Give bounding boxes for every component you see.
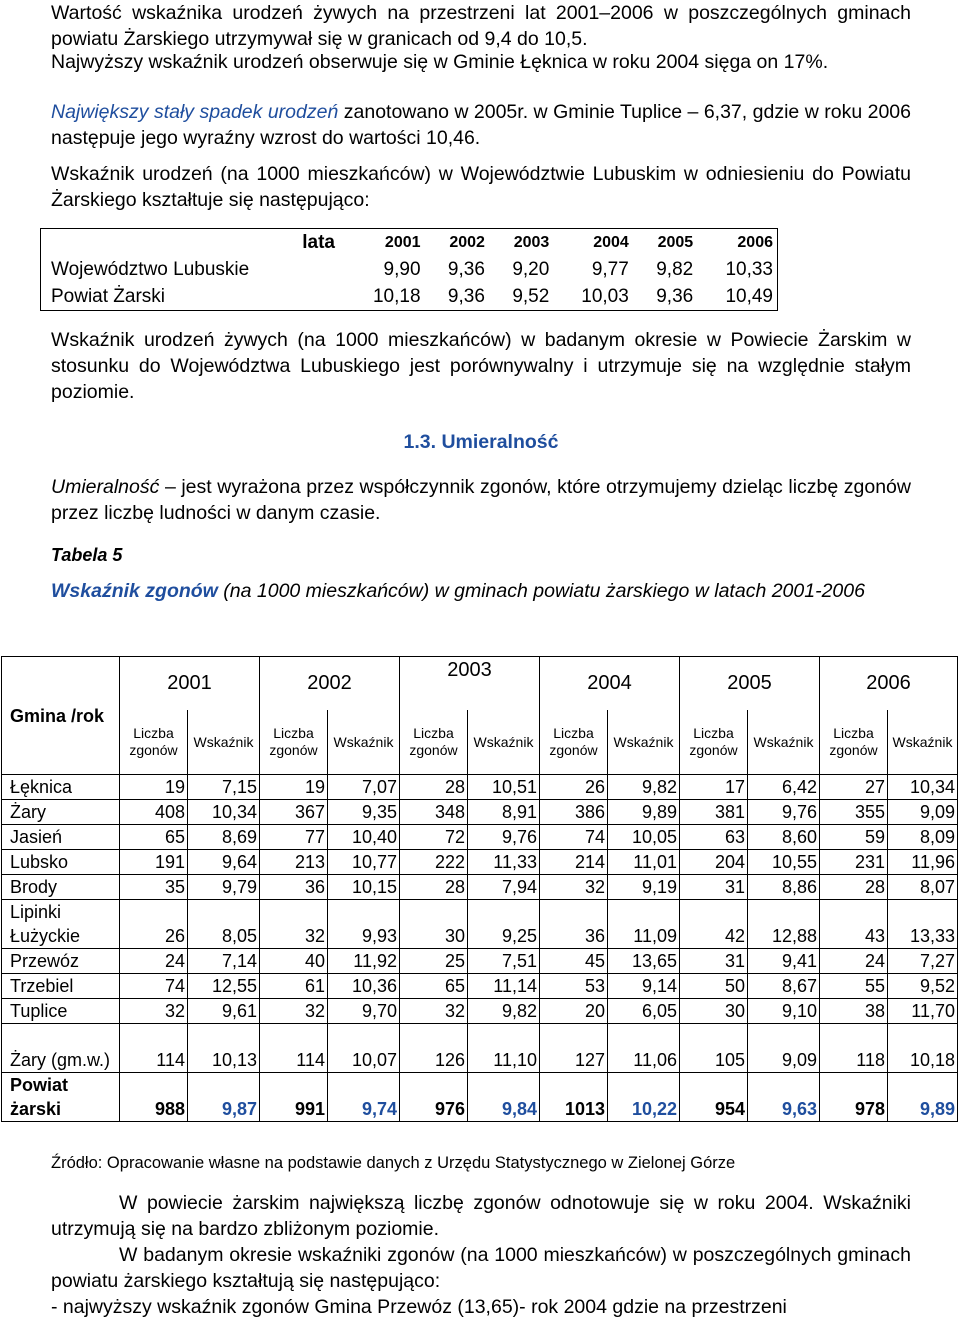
- death-rate-cell: 9,76: [468, 825, 540, 850]
- table-row: [2, 775, 958, 800]
- table-caption-emphasis: Wskaźnik zgonów: [51, 580, 218, 602]
- death-count-cell: 222: [400, 850, 468, 875]
- year-cell: 2006: [820, 657, 958, 711]
- rate-subheader: Wskaźnik: [328, 710, 400, 775]
- paragraph-mortality-definition: [51, 474, 911, 526]
- death-rate-cell: 11,33: [468, 850, 540, 875]
- paragraph-mortality-intro: W badanym okresie wskaźniki zgonów (na 1000 mieszkańców) w poszczególnych gminach powiatu żarskiego kształtują się następująco:: [51, 1244, 911, 1292]
- paragraph-mortality-summary: W powiecie żarskim największą liczbę zgonów odnotowuje się w roku 2004. Wskaźniki utrzymują się na bardzo zbliżonym poziomie.: [51, 1192, 911, 1240]
- death-count-cell: 42: [680, 900, 748, 949]
- death-count-cell: 976: [400, 1073, 468, 1122]
- table-row: [2, 850, 958, 875]
- death-rate-cell: 10,77: [328, 850, 400, 875]
- death-rate-cell: 8,60: [748, 825, 820, 850]
- death-rate-cell: 6,42: [748, 775, 820, 800]
- death-rate-cell: 7,94: [468, 875, 540, 900]
- count-subheader: Liczba zgonów: [260, 710, 328, 775]
- death-count-cell: 28: [400, 875, 468, 900]
- death-count-cell: 32: [120, 999, 188, 1024]
- death-count-cell: 38: [820, 999, 888, 1024]
- municipality-name: Powiat żarski: [2, 1073, 120, 1122]
- death-count-cell: 24: [120, 949, 188, 974]
- mortality-table-subheader-row: [2, 710, 958, 775]
- municipality-name: Brody: [2, 875, 120, 900]
- source-note: Źródło: Opracowanie własne na podstawie danych z Urzędu Statystycznego w Zielonej Górze: [51, 1154, 736, 1172]
- year-cell: 2001: [120, 657, 260, 711]
- year-cell: 2004: [540, 657, 680, 711]
- paragraph-decline: [51, 99, 911, 151]
- death-rate-cell: 9,79: [188, 875, 260, 900]
- row-label: Powiat Żarski: [51, 285, 166, 307]
- death-rate-cell: 9,09: [888, 800, 958, 825]
- death-rate-cell: 9,09: [748, 1024, 820, 1073]
- death-rate-cell: 9,52: [888, 974, 958, 999]
- row-label: Województwo Lubuskie: [51, 258, 250, 280]
- death-count-cell: 355: [820, 800, 888, 825]
- value-cell: 10,49: [725, 285, 773, 307]
- municipality-name: Jasień: [2, 825, 120, 850]
- count-subheader: Liczba zgonów: [540, 710, 608, 775]
- death-count-cell: 114: [260, 1024, 328, 1073]
- year-cell: 2002: [260, 657, 400, 711]
- death-rate-cell: 10,51: [468, 775, 540, 800]
- year-cell: 2006: [737, 233, 773, 251]
- death-rate-cell: 9,93: [328, 900, 400, 949]
- death-rate-cell: 10,34: [888, 775, 958, 800]
- mortality-term: Umieralność: [51, 476, 160, 498]
- death-count-cell: 50: [680, 974, 748, 999]
- count-subheader: Liczba zgonów: [820, 710, 888, 775]
- table-row: [2, 800, 958, 825]
- death-count-cell: 213: [260, 850, 328, 875]
- death-rate-cell: 7,27: [888, 949, 958, 974]
- death-count-cell: 74: [540, 825, 608, 850]
- municipality-name: Żary: [2, 800, 120, 825]
- mortality-table-body: [2, 775, 958, 1122]
- death-count-cell: 17: [680, 775, 748, 800]
- paragraph-birth-comparison-intro: Wskaźnik urodzeń (na 1000 mieszkańców) w Województwie Lubuskim w odniesieniu do Powiatu Żarskiego kształtuje się następująco:: [51, 163, 911, 211]
- municipality-name: Tuplice: [2, 999, 120, 1024]
- death-rate-cell: 9,61: [188, 999, 260, 1024]
- value-cell: 9,36: [447, 285, 485, 307]
- death-count-cell: 36: [260, 875, 328, 900]
- death-count-cell: 19: [120, 775, 188, 800]
- death-count-cell: 65: [400, 974, 468, 999]
- death-count-cell: 32: [540, 875, 608, 900]
- year-cell: 2005: [657, 233, 694, 251]
- death-count-cell: 19: [260, 775, 328, 800]
- count-subheader: Liczba zgonów: [120, 710, 188, 775]
- death-rate-cell: 6,05: [608, 999, 680, 1024]
- table-row: [2, 1024, 958, 1073]
- death-rate-cell: 11,70: [888, 999, 958, 1024]
- rate-subheader: Wskaźnik: [608, 710, 680, 775]
- death-rate-cell: 11,06: [608, 1024, 680, 1073]
- section-heading: 1.3. Umieralność: [403, 431, 559, 453]
- death-count-cell: 55: [820, 974, 888, 999]
- death-rate-cell: 9,82: [608, 775, 680, 800]
- municipality-name: Żary (gm.w.): [2, 1024, 120, 1073]
- death-rate-cell: 10,36: [328, 974, 400, 999]
- death-count-cell: 32: [260, 999, 328, 1024]
- death-rate-cell: 7,07: [328, 775, 400, 800]
- count-subheader: Liczba zgonów: [680, 710, 748, 775]
- table-row: [2, 900, 958, 949]
- death-count-cell: 26: [540, 775, 608, 800]
- death-rate-cell: 9,87: [188, 1073, 260, 1122]
- death-rate-cell: 7,51: [468, 949, 540, 974]
- rate-subheader: Wskaźnik: [748, 710, 820, 775]
- death-rate-cell: 7,14: [188, 949, 260, 974]
- paragraph-birth-range: Wartość wskaźnika urodzeń żywych na przestrzeni lat 2001–2006 w poszczególnych gminach powiatu Żarskiego utrzymywał się w granicach od 9,4 do 10,5.: [51, 2, 911, 50]
- death-count-cell: 32: [260, 900, 328, 949]
- death-rate-cell: 11,10: [468, 1024, 540, 1073]
- value-cell: 10,03: [581, 285, 629, 307]
- rate-subheader: Wskaźnik: [188, 710, 260, 775]
- table-row: [41, 283, 778, 311]
- value-cell: 9,36: [656, 285, 694, 307]
- death-rate-cell: 9,64: [188, 850, 260, 875]
- table-row: [2, 949, 958, 974]
- death-rate-cell: 11,14: [468, 974, 540, 999]
- death-rate-cell: 9,63: [748, 1073, 820, 1122]
- death-count-cell: 63: [680, 825, 748, 850]
- death-rate-cell: 9,74: [328, 1073, 400, 1122]
- count-subheader: Liczba zgonów: [400, 710, 468, 775]
- decline-emphasis: Największy stały spadek urodzeń: [51, 101, 339, 123]
- paragraph-highest-birth: Najwyższy wskaźnik urodzeń obserwuje się w Gminie Łęknica w roku 2004 sięga on 17%.: [51, 51, 829, 73]
- death-count-cell: 74: [120, 974, 188, 999]
- corner-label: Gmina /rok: [2, 657, 120, 775]
- year-cell: 2001: [384, 233, 421, 251]
- value-cell: 9,90: [383, 258, 421, 280]
- municipality-name: Lipinki Łużyckie: [2, 900, 120, 949]
- death-rate-cell: 9,25: [468, 900, 540, 949]
- rate-subheader: Wskaźnik: [888, 710, 958, 775]
- birth-table-header: [41, 229, 778, 257]
- mortality-table: [1, 656, 958, 1122]
- death-count-cell: 381: [680, 800, 748, 825]
- death-rate-cell: 13,65: [608, 949, 680, 974]
- death-rate-cell: 10,15: [328, 875, 400, 900]
- death-count-cell: 991: [260, 1073, 328, 1122]
- table-label: Tabela 5: [51, 545, 123, 565]
- death-count-cell: 191: [120, 850, 188, 875]
- death-count-cell: 35: [120, 875, 188, 900]
- death-rate-cell: 9,14: [608, 974, 680, 999]
- death-rate-cell: 8,05: [188, 900, 260, 949]
- death-rate-cell: 10,18: [888, 1024, 958, 1073]
- table-row: [2, 875, 958, 900]
- value-cell: 9,82: [656, 258, 694, 280]
- death-count-cell: 105: [680, 1024, 748, 1073]
- rate-subheader: Wskaźnik: [468, 710, 540, 775]
- death-count-cell: 65: [120, 825, 188, 850]
- death-rate-cell: 9,76: [748, 800, 820, 825]
- death-rate-cell: 8,07: [888, 875, 958, 900]
- value-cell: 9,36: [447, 258, 485, 280]
- year-cell: 2004: [593, 233, 629, 251]
- death-count-cell: 114: [120, 1024, 188, 1073]
- table-row: [2, 1073, 958, 1122]
- table-row: [2, 974, 958, 999]
- table-row: [2, 999, 958, 1024]
- death-count-cell: 214: [540, 850, 608, 875]
- death-count-cell: 31: [680, 875, 748, 900]
- value-cell: 9,77: [591, 258, 629, 280]
- death-count-cell: 25: [400, 949, 468, 974]
- death-rate-cell: 9,41: [748, 949, 820, 974]
- death-rate-cell: 12,88: [748, 900, 820, 949]
- death-count-cell: 24: [820, 949, 888, 974]
- death-count-cell: 126: [400, 1024, 468, 1073]
- death-count-cell: 28: [400, 775, 468, 800]
- death-count-cell: 204: [680, 850, 748, 875]
- death-count-cell: 348: [400, 800, 468, 825]
- year-cell: 2003: [400, 657, 540, 711]
- birth-table-years-label: lata: [302, 231, 335, 253]
- decline-rest: zanotowano w 2005r. w Gminie Tuplice – 6,37, gdzie w roku 2006 następuje jego wyraźny wzrost do wartości 10,46.: [51, 101, 911, 149]
- table-caption: [51, 578, 911, 604]
- death-count-cell: 30: [400, 900, 468, 949]
- death-rate-cell: 9,35: [328, 800, 400, 825]
- death-count-cell: 20: [540, 999, 608, 1024]
- value-cell: 9,20: [512, 258, 550, 280]
- death-count-cell: 40: [260, 949, 328, 974]
- death-count-cell: 28: [820, 875, 888, 900]
- death-count-cell: 53: [540, 974, 608, 999]
- value-cell: 10,18: [372, 285, 421, 307]
- death-count-cell: 367: [260, 800, 328, 825]
- death-count-cell: 59: [820, 825, 888, 850]
- death-rate-cell: 10,40: [328, 825, 400, 850]
- death-rate-cell: 9,19: [608, 875, 680, 900]
- death-count-cell: 77: [260, 825, 328, 850]
- death-rate-cell: 11,96: [888, 850, 958, 875]
- death-count-cell: 43: [820, 900, 888, 949]
- death-rate-cell: 10,55: [748, 850, 820, 875]
- death-rate-cell: 9,84: [468, 1073, 540, 1122]
- death-count-cell: 36: [540, 900, 608, 949]
- death-rate-cell: 10,05: [608, 825, 680, 850]
- death-count-cell: 386: [540, 800, 608, 825]
- table-row: [2, 825, 958, 850]
- death-rate-cell: 9,89: [888, 1073, 958, 1122]
- year-cell: 2003: [513, 233, 550, 251]
- death-rate-cell: 9,70: [328, 999, 400, 1024]
- death-rate-cell: 12,55: [188, 974, 260, 999]
- death-count-cell: 408: [120, 800, 188, 825]
- paragraph-highest-mortality: - najwyższy wskaźnik zgonów Gmina Przewóz (13,65)- rok 2004 gdzie na przestrzeni: [51, 1296, 787, 1318]
- death-rate-cell: 9,10: [748, 999, 820, 1024]
- death-rate-cell: 8,69: [188, 825, 260, 850]
- death-count-cell: 954: [680, 1073, 748, 1122]
- death-count-cell: 231: [820, 850, 888, 875]
- municipality-name: Przewóz: [2, 949, 120, 974]
- death-rate-cell: 11,09: [608, 900, 680, 949]
- death-count-cell: 30: [680, 999, 748, 1024]
- municipality-name: Lubsko: [2, 850, 120, 875]
- death-count-cell: 1013: [540, 1073, 608, 1122]
- death-rate-cell: 9,89: [608, 800, 680, 825]
- table-row: [41, 256, 778, 283]
- death-rate-cell: 8,09: [888, 825, 958, 850]
- death-rate-cell: 8,67: [748, 974, 820, 999]
- death-count-cell: 31: [680, 949, 748, 974]
- death-count-cell: 988: [120, 1073, 188, 1122]
- death-count-cell: 978: [820, 1073, 888, 1122]
- municipality-name: Trzebiel: [2, 974, 120, 999]
- mortality-table-year-row: [2, 657, 958, 711]
- year-cell: 2002: [449, 233, 485, 251]
- death-rate-cell: 8,91: [468, 800, 540, 825]
- death-rate-cell: 11,01: [608, 850, 680, 875]
- municipality-name: Łęknica: [2, 775, 120, 800]
- birth-rate-table: [40, 228, 778, 311]
- year-cell: 2005: [680, 657, 820, 711]
- death-rate-cell: 10,13: [188, 1024, 260, 1073]
- death-count-cell: 32: [400, 999, 468, 1024]
- death-count-cell: 72: [400, 825, 468, 850]
- death-count-cell: 27: [820, 775, 888, 800]
- death-count-cell: 118: [820, 1024, 888, 1073]
- death-rate-cell: 7,15: [188, 775, 260, 800]
- death-rate-cell: 10,07: [328, 1024, 400, 1073]
- death-rate-cell: 10,34: [188, 800, 260, 825]
- value-cell: 10,33: [725, 258, 773, 280]
- table-caption-rest: (na 1000 mieszkańców) w gminach powiatu żarskiego w latach 2001-2006: [217, 580, 865, 602]
- death-rate-cell: 11,92: [328, 949, 400, 974]
- death-count-cell: 61: [260, 974, 328, 999]
- value-cell: 9,52: [512, 285, 550, 307]
- paragraph-birth-comparison: Wskaźnik urodzeń żywych (na 1000 mieszkańców) w badanym okresie w Powiecie Żarskim w stosunku do Województwa Lubuskiego jest porównywalny i utrzymuje się na względnie stałym poziomie.: [51, 329, 911, 403]
- death-count-cell: 127: [540, 1024, 608, 1073]
- death-count-cell: 26: [120, 900, 188, 949]
- death-rate-cell: 13,33: [888, 900, 958, 949]
- death-rate-cell: 8,86: [748, 875, 820, 900]
- death-rate-cell: 9,82: [468, 999, 540, 1024]
- death-rate-cell: 10,22: [608, 1073, 680, 1122]
- mortality-definition: – jest wyrażona przez współczynnik zgonów, które otrzymujemy dzieląc liczbę zgonów przez liczbę ludności w danym czasie.: [51, 476, 911, 524]
- death-count-cell: 45: [540, 949, 608, 974]
